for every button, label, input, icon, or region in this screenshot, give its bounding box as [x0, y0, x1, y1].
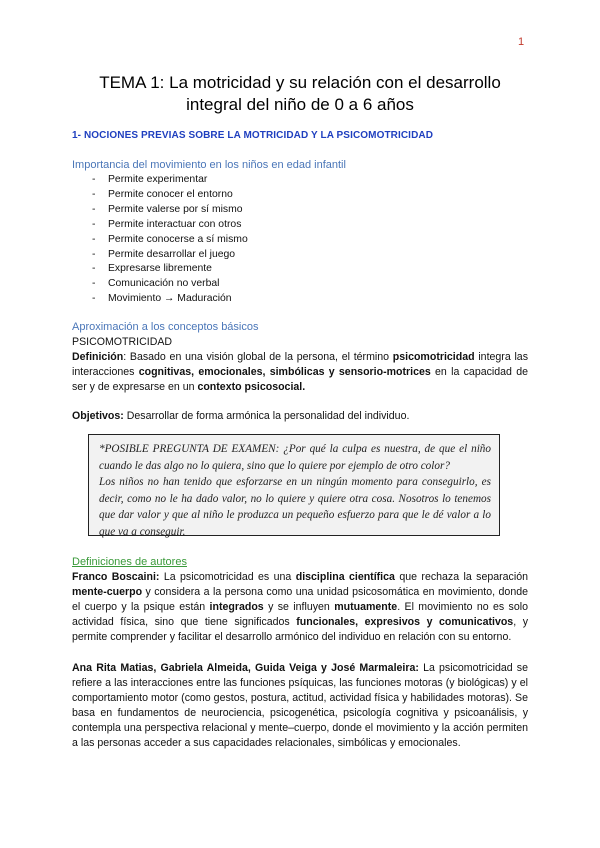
exam-question-text: *POSIBLE PREGUNTA DE EXAMEN: ¿Por qué la culpa es nuestra, de que el niño cuando le das algo no lo quiera, sino que lo quiere por ejemplo de otro color?: [99, 443, 491, 472]
boscaini-paragraph: [72, 570, 528, 645]
author-name: Franco Boscaini:: [72, 571, 160, 583]
definition-text: integra las interacciones: [72, 351, 528, 378]
title-line-2: integral del niño de 0 a 6 años: [186, 95, 414, 114]
page-title: [40, 72, 560, 116]
paragraph-text: La psicomotricidad es una: [159, 571, 296, 583]
list-item: - Permite interactuar con otros: [72, 218, 528, 233]
list-item: - Permite desarrollar el juego: [72, 248, 528, 263]
definiciones-section: [72, 555, 528, 751]
paragraph-bold: integrados: [209, 601, 264, 613]
section-heading: 1- NOCIONES PREVIAS SOBRE LA MOTRICIDAD Y LA PSICOMOTRICIDAD: [72, 130, 434, 141]
definiciones-heading: Definiciones de autores: [72, 556, 187, 568]
paragraph-text: y se influyen: [263, 601, 335, 613]
definition-bold: contexto psicosocial.: [197, 381, 306, 393]
definition-bold: cognitivas, emocionales, simbólicas y sensorio-motrices: [138, 366, 431, 378]
importancia-heading: Importancia del movimiento en los niños en edad infantil: [72, 159, 346, 171]
paragraph-text: , y permite comprender y facilitar el desarrollo armónico del individuo en relación con su entorno.: [72, 616, 529, 643]
importancia-section: [72, 158, 528, 307]
definition-text: en la capacidad de ser y de expresarse en un: [72, 366, 528, 393]
definition-bold: psicomotricidad: [392, 351, 475, 363]
paragraph-text: que rechaza la separación: [394, 571, 528, 583]
list-item: - Permite conocer el entorno: [72, 188, 528, 203]
exam-answer-text: Los niños no han tenido que esforzarse en un ningún momento para conseguirlo, es decir, como no le ha dado valor, no lo quiere y quiere otra cosa. Nosotros lo tenemos que dar valor y que al niño le produzca un pequeño esfuerzo para que le dé valor a lo que va a conseguir.: [99, 476, 491, 538]
page-number: 1: [518, 36, 525, 48]
paragraph-text: y considera a la persona como una unidad psicosomática en movimiento, donde el cuerpo y la psique están: [72, 586, 528, 613]
importancia-list: [72, 173, 528, 307]
author-name: Ana Rita Matias, Gabriela Almeida, Guida Veiga y José Marmaleira:: [72, 662, 419, 674]
objectives-paragraph: [72, 409, 528, 424]
paragraph-bold: mente-cuerpo: [72, 586, 143, 598]
paragraph-bold: funcionales, expresivos y comunicativos: [296, 616, 514, 628]
objectives-text: Desarrollar de forma armónica la personalidad del individuo.: [123, 410, 410, 422]
objectives-label: Objetivos:: [72, 410, 124, 422]
list-item: - Permite experimentar: [72, 173, 528, 188]
aproximacion-section: [72, 320, 528, 424]
paragraph-text: . El movimiento no es solo actividad física, sino que tiene significados: [72, 601, 528, 628]
list-item: - Movimiento → Maduración: [72, 292, 528, 307]
paragraph-bold: mutuamente: [334, 601, 398, 613]
definition-label: Definición: [72, 351, 124, 363]
paragraph-text: La psicomotricidad se refiere a las interacciones entre las funciones psíquicas, las funciones motoras (y biológicas) y el comportamiento motor (como gestos, postura, actitud, actividad física y habilidades motoras). Se basa en fundamentos de neurociencia, psicogenética, psicología cognitiva y psicoanálisis, y contempla una perspectiva relacional y mente–cuerpo, donde el movimiento y la acción permiten a las personas acceder a sus capacidades relacionales, simbólicas y emocionales.: [72, 662, 528, 749]
exam-question-box: [88, 434, 500, 536]
aproximacion-heading: Aproximación a los conceptos básicos: [72, 321, 259, 333]
definition-paragraph: [72, 350, 528, 395]
title-line-1: TEMA 1: La motricidad y su relación con el desarrollo: [99, 73, 501, 92]
list-item: - Permite conocerse a sí mismo: [72, 233, 528, 248]
list-item: - Comunicación no verbal: [72, 277, 528, 292]
matias-paragraph: [72, 661, 528, 751]
paragraph-bold: disciplina científica: [295, 571, 395, 583]
term-psicomotricidad: PSICOMOTRICIDAD: [72, 336, 173, 348]
list-item: - Expresarse libremente: [72, 262, 528, 277]
definition-text: : Basado en una visión global de la persona, el término: [123, 351, 393, 363]
list-item: - Permite valerse por sí mismo: [72, 203, 528, 218]
